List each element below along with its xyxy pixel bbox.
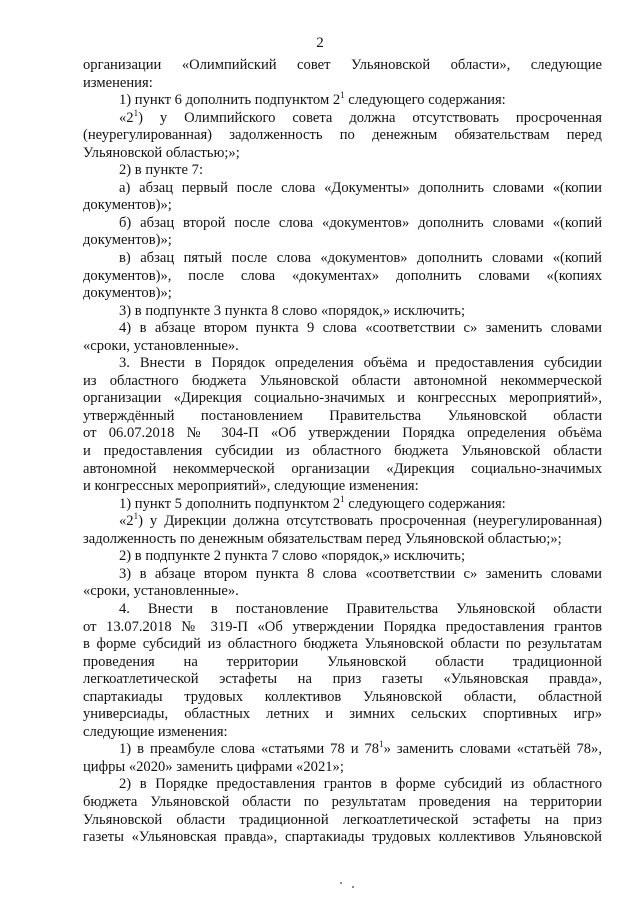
text-line: в) абзац пятый после слова «документов» дополнить словами «(копий (119, 250, 602, 267)
text-line: 3) в абзаце втором пункта 8 слова «соответствии с» заменить словами (119, 565, 602, 582)
text-line: бюджета Ульяновской области по результатам проведения на территории (83, 793, 602, 810)
page-number: 2 (316, 35, 324, 51)
text-line: Ульяновской области традиционной легкоатлетической эстафеты на приз (83, 811, 602, 828)
text-line: спартакиады трудовых коллективов Ульяновской области, областной (83, 688, 602, 705)
text-line: 1) в преамбуле слова «статьями 78 и $78^1$» заменить словами «статьёй 78», (119, 739, 602, 758)
scan-speck (352, 886, 354, 888)
text-line: (неурегулированная) задолженность по денежным обязательствам перед (83, 127, 602, 144)
text-line: в форме субсидий из областного бюджета Ульяновской области по результатам (83, 636, 602, 653)
text-line: б) абзац второй после слова «документов» дополнить словами «(копий (119, 214, 602, 231)
text-line: 2) в пункте 7: (119, 162, 204, 179)
text-line: проведения на территории Ульяновской области традиционной (83, 653, 602, 670)
text-line: «сроки, установленные». (83, 583, 239, 600)
text-line: организации «Дирекция социально-значимых и конгрессных мероприятий», (83, 390, 602, 407)
text-line: 2) в подпункте 2 пункта 7 слово «порядок,» исключить; (119, 548, 466, 565)
text-line: 4) в абзаце втором пункта 9 слова «соответствии с» заменить словами (119, 320, 602, 337)
document-body (83, 57, 602, 847)
scan-speck (340, 882, 342, 884)
text-line: от 06.07.2018 № 304-П «Об утверждении Порядка определения объёма (83, 425, 602, 442)
text-line: следующие изменения: (83, 723, 228, 740)
text-line: от 13.07.2018 № 319-П «Об утверждении Порядка предоставления грантов (83, 618, 602, 635)
text-line: легкоатлетической эстафеты на приз газеты «Ульяновская правда», (83, 671, 602, 688)
text-line: 3. Внести в Порядок определения объёма и предоставления субсидии (119, 355, 602, 372)
text-line: из областного бюджета Ульяновской области автономной некоммерческой (83, 372, 602, 389)
text-line: документов)», после слова «документах» дополнить словами «(копиях (83, 267, 602, 284)
text-line: «сроки, установленные». (83, 337, 239, 354)
text-line: организации «Олимпийский совет Ульяновской области», следующие (83, 57, 602, 73)
text-line: 1) пункт 5 дополнить подпунктом $2^1$ следующего содержания: (119, 493, 506, 512)
text-line: документов)»; (83, 232, 172, 249)
text-line: а) абзац первый после слова «Документы» дополнить словами «(копии (119, 179, 602, 196)
text-line: 4. Внести в постановление Правительства Ульяновской области (119, 600, 602, 617)
text-line: газеты «Ульяновская правда», спартакиады трудовых коллективов Ульяновской (83, 829, 602, 846)
text-line: автономной некоммерческой организации «Дирекция социально-значимых (83, 460, 602, 477)
text-line: и предоставления субсидии из областного бюджета Ульяновской области (83, 443, 602, 460)
text-line: цифры «2020» заменить цифрами «2021»; (83, 758, 344, 775)
text-line: утверждённый постановлением Правительства Ульяновской области (83, 407, 602, 424)
text-line: 2) в Порядке предоставления грантов в форме субсидий из областного (119, 776, 602, 793)
text-line: универсиады, областных летних и зимних сельских спортивных игр» (83, 706, 602, 723)
text-line: «$2^1$) у Дирекции должна отсутствовать просроченная (неурегулированная) (119, 511, 602, 530)
text-line: Ульяновской областью;»; (83, 144, 240, 161)
text-line: изменения: (83, 74, 153, 91)
text-line: документов)»; (83, 285, 172, 302)
text-line: 3) в подпункте 3 пункта 8 слово «порядок,» исключить; (119, 302, 466, 319)
text-line: задолженность по денежным обязательствам перед Ульяновской областью;»; (83, 530, 562, 547)
text-line: документов)»; (83, 197, 172, 214)
text-line: 1) пункт 6 дополнить подпунктом $2^1$ следующего содержания: (119, 90, 506, 109)
text-line: «$2^1$) у Олимпийского совета должна отсутствовать просроченная (119, 107, 602, 126)
text-line: и конгрессных мероприятий», следующие изменения: (83, 478, 419, 495)
